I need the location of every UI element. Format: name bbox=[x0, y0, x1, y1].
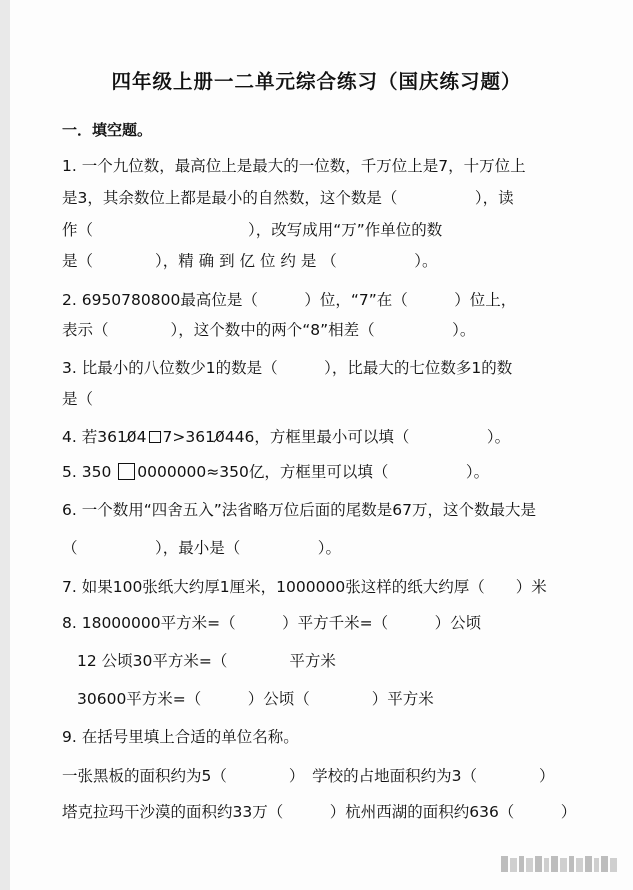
worksheet-title: 四年级上册一二单元综合练习（国庆练习题） bbox=[111, 70, 522, 93]
question-7: 7. 如果100张纸大约厚1厘米，1000000张这样的纸大约厚（ ）米 bbox=[62, 578, 547, 596]
question-9-prompt: 9. 在括号里填上合适的单位名称。 bbox=[62, 728, 299, 746]
question-6-line-1: 6. 一个数用“四舍五入”法省略万位后面的尾数是67万，这个数最大是 bbox=[62, 501, 537, 519]
question-8-line-3: 30600平方米=（ ）公顷（ ）平方米 bbox=[77, 690, 434, 708]
question-5-prefix: 5. 350 bbox=[62, 463, 112, 481]
question-4 bbox=[62, 427, 510, 447]
question-6-line-2: （ ），最小是（ ）。 bbox=[62, 539, 342, 557]
question-1-line-4: 是（ ），精 确 到 亿 位 约 是 （ ）。 bbox=[62, 252, 438, 270]
question-5-suffix: 0000000≈350亿，方框里可以填（ ）。 bbox=[137, 463, 490, 481]
question-9-line-2: 塔克拉玛干沙漠的面积约33万（ ）杭州西湖的面积约636（ ） bbox=[62, 803, 577, 821]
question-8-line-2: 12 公顷30平方米=（ 平方米 bbox=[77, 652, 336, 670]
question-4-suffix: 7>3610̸446，方框里最小可以填（ ）。 bbox=[162, 428, 511, 446]
question-3-line-2: 是（ bbox=[62, 390, 94, 408]
scan-footer bbox=[0, 846, 633, 890]
question-1-line-2: 是3，其余数位上都是最小的自然数，这个数是（ ），读 bbox=[62, 189, 514, 207]
question-1-line-1: 1. 一个九位数，最高位上是最大的一位数，千万位上是7，十万位上 bbox=[62, 157, 526, 175]
question-9-line-1: 一张黑板的面积约为5（ ） 学校的占地面积约为3（ ） bbox=[62, 767, 555, 785]
question-4-prefix: 4. 若3610̸4 bbox=[62, 428, 147, 446]
answer-box bbox=[118, 463, 135, 480]
question-2-line-2: 表示（ ），这个数中的两个“8”相差（ ）。 bbox=[62, 321, 476, 339]
question-2-line-1: 2. 6950780800最高位是（ ）位，“7”在（ ）位上， bbox=[62, 291, 517, 309]
question-3-line-1: 3. 比最小的八位数少1的数是（ ），比最大的七位数多1的数 bbox=[62, 359, 513, 377]
scan-strip-decoration bbox=[501, 856, 617, 872]
page-edge-shadow bbox=[0, 0, 10, 890]
section-heading-fill-blanks: 一．填空题。 bbox=[62, 121, 153, 139]
question-1-line-3: 作（ ），改写成用“万”作单位的数 bbox=[62, 221, 443, 239]
answer-box bbox=[149, 431, 161, 443]
question-8-line-1: 8. 18000000平方米=（ ）平方千米=（ ）公顷 bbox=[62, 614, 482, 632]
question-5 bbox=[62, 462, 489, 482]
